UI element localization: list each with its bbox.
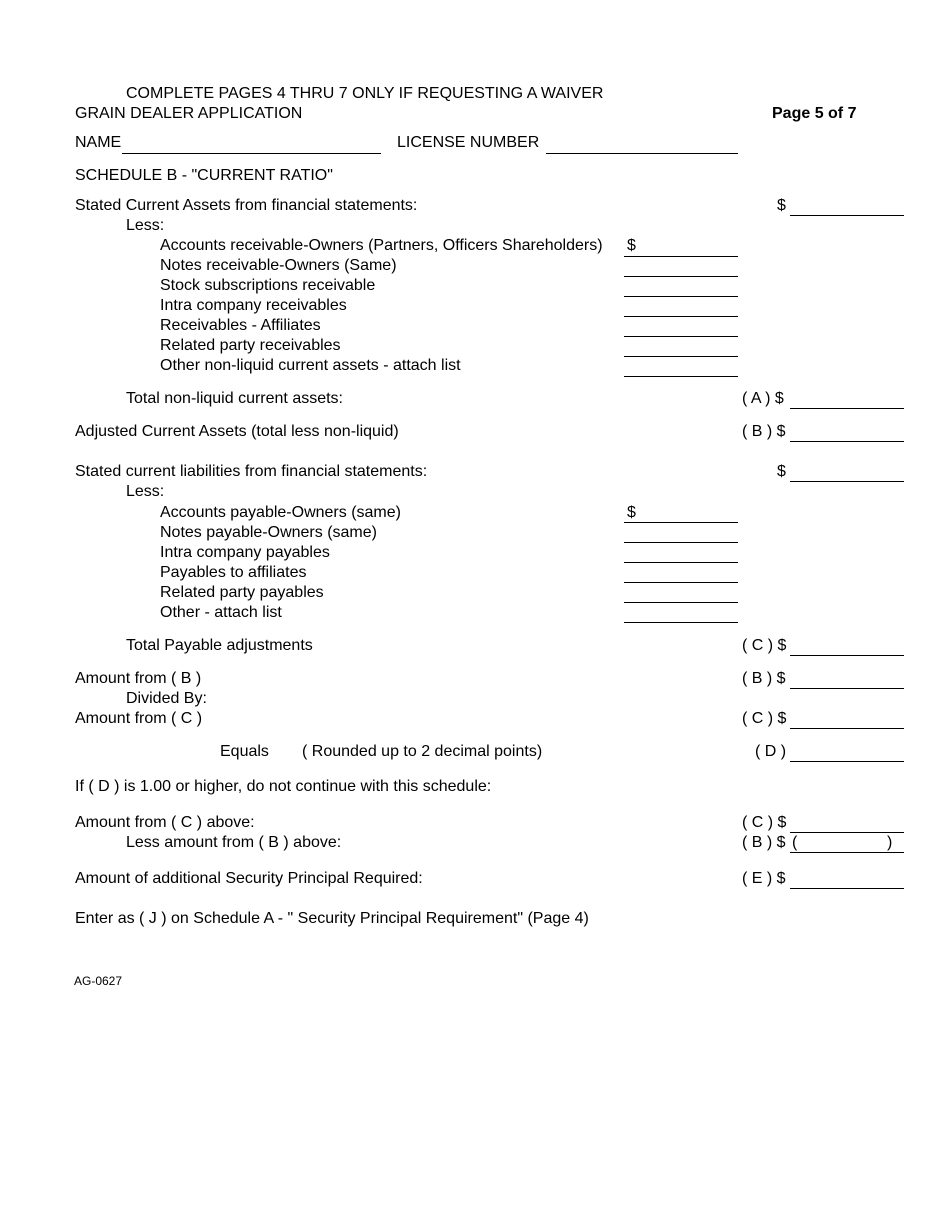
liability-item-label: Other - attach list — [160, 604, 282, 621]
code-e-label: ( E ) $ — [742, 870, 786, 887]
asset-item-field[interactable] — [624, 376, 738, 377]
liabilities-less-label: Less: — [126, 483, 165, 500]
asset-item-label: Related party receivables — [160, 337, 341, 354]
equals-label: Equals — [220, 743, 269, 760]
code-d-label: ( D ) — [755, 743, 787, 760]
stated-current-liabilities-field[interactable] — [790, 481, 904, 482]
asset-item-label: Stock subscriptions receivable — [160, 277, 376, 294]
dollar-sign: $ — [777, 197, 786, 214]
liability-item-label: Accounts payable-Owners (same) — [160, 504, 401, 521]
asset-item-label: Other non-liquid current assets - attach list — [160, 357, 461, 374]
license-number-field[interactable] — [546, 153, 738, 154]
additional-security-label: Amount of additional Security Principal Required: — [75, 870, 423, 887]
dollar-sign: $ — [627, 237, 636, 254]
liability-item-label: Payables to affiliates — [160, 564, 307, 581]
condition-note: If ( D ) is 1.00 or higher, do not continue with this schedule: — [75, 778, 492, 795]
asset-item-field[interactable] — [624, 256, 738, 257]
amount-from-b-field[interactable] — [790, 688, 904, 689]
amount-from-c-field[interactable] — [790, 728, 904, 729]
ratio-d-field[interactable] — [790, 761, 904, 762]
asset-item-label: Receivables - Affiliates — [160, 317, 321, 334]
liability-item-field[interactable] — [624, 622, 738, 623]
asset-item-field[interactable] — [624, 296, 738, 297]
less-b-above-field[interactable] — [790, 852, 904, 853]
waiver-instruction: COMPLETE PAGES 4 THRU 7 ONLY IF REQUESTING A WAIVER — [126, 85, 604, 102]
adjusted-current-assets-label: Adjusted Current Assets (total less non-liquid) — [75, 423, 399, 440]
code-c-label: ( C ) $ — [742, 637, 787, 654]
assets-less-label: Less: — [126, 217, 165, 234]
page-number: Page 5 of 7 — [772, 105, 857, 122]
code-b-label: ( B ) $ — [742, 670, 786, 687]
stated-current-assets-label: Stated Current Assets from financial statements: — [75, 197, 418, 214]
liability-item-field[interactable] — [624, 542, 738, 543]
name-label: NAME — [75, 134, 122, 151]
liability-item-field[interactable] — [624, 522, 738, 523]
form-id: AG-0627 — [74, 974, 123, 988]
amount-from-b-label: Amount from ( B ) — [75, 670, 202, 687]
code-c-label: ( C ) $ — [742, 814, 787, 831]
liability-item-field[interactable] — [624, 602, 738, 603]
code-c-label: ( C ) $ — [742, 710, 787, 727]
license-number-label: LICENSE NUMBER — [397, 134, 540, 151]
liability-item-label: Notes payable-Owners (same) — [160, 524, 377, 541]
divided-by-label: Divided By: — [126, 690, 207, 707]
stated-current-assets-field[interactable] — [790, 215, 904, 216]
liability-item-label: Related party payables — [160, 584, 324, 601]
rounded-note: ( Rounded up to 2 decimal points) — [302, 743, 543, 760]
close-paren: ) — [887, 834, 893, 851]
name-field[interactable] — [122, 153, 381, 154]
asset-item-field[interactable] — [624, 356, 738, 357]
asset-item-field[interactable] — [624, 336, 738, 337]
total-non-liquid-label: Total non-liquid current assets: — [126, 390, 343, 407]
asset-item-label: Notes receivable-Owners (Same) — [160, 257, 397, 274]
total-non-liquid-field[interactable] — [790, 408, 904, 409]
open-paren: ( — [792, 834, 798, 851]
adjusted-current-assets-field[interactable] — [790, 441, 904, 442]
code-b-label: ( B ) $ — [742, 834, 786, 851]
schedule-title: SCHEDULE B - "CURRENT RATIO" — [75, 167, 333, 184]
asset-item-label: Accounts receivable-Owners (Partners, Officers Shareholders) — [160, 237, 603, 254]
stated-current-liabilities-label: Stated current liabilities from financial statements: — [75, 463, 428, 480]
amount-c-above-label: Amount from ( C ) above: — [75, 814, 255, 831]
asset-item-field[interactable] — [624, 316, 738, 317]
code-b-label: ( B ) $ — [742, 423, 786, 440]
form-title: GRAIN DEALER APPLICATION — [75, 105, 303, 122]
code-a-label: ( A ) $ — [742, 390, 784, 407]
asset-item-label: Intra company receivables — [160, 297, 347, 314]
amount-from-c-label: Amount from ( C ) — [75, 710, 203, 727]
liability-item-field[interactable] — [624, 562, 738, 563]
liability-item-field[interactable] — [624, 582, 738, 583]
less-b-above-label: Less amount from ( B ) above: — [126, 834, 342, 851]
dollar-sign: $ — [627, 504, 636, 521]
enter-as-note: Enter as ( J ) on Schedule A - " Security Principal Requirement" (Page 4) — [75, 910, 589, 927]
asset-item-field[interactable] — [624, 276, 738, 277]
liability-item-label: Intra company payables — [160, 544, 330, 561]
additional-security-field[interactable] — [790, 888, 904, 889]
dollar-sign: $ — [777, 463, 786, 480]
total-payable-adjustments-field[interactable] — [790, 655, 904, 656]
total-payable-adjustments-label: Total Payable adjustments — [126, 637, 313, 654]
